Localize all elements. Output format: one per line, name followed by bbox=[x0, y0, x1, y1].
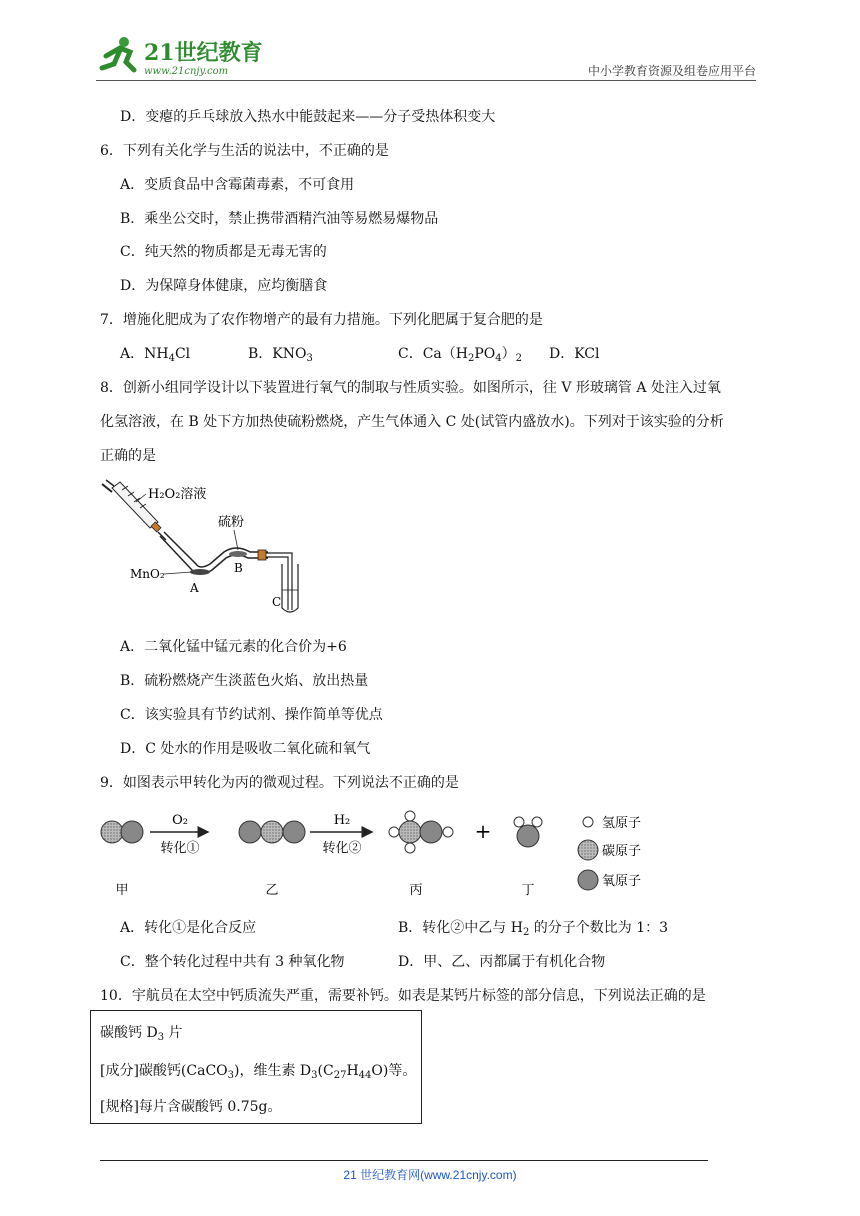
q6-option-a: A．变质食品中含霉菌毒素，不可食用 bbox=[120, 177, 355, 193]
legend-oxygen: 氧原子 bbox=[602, 874, 642, 889]
q6-stem: 6．下列有关化学与生活的说法中，不正确的是 bbox=[100, 143, 389, 159]
molecule-bing bbox=[389, 811, 453, 853]
molecule-yi bbox=[239, 821, 305, 843]
label-title: 碳酸钙 $D_3$ 片 bbox=[100, 1025, 183, 1043]
arrow2-step: 转化② bbox=[322, 841, 362, 856]
site-logo bbox=[96, 34, 266, 78]
footer-divider bbox=[100, 1160, 708, 1161]
arrow1-reagent: O₂ bbox=[172, 813, 188, 828]
q7-stem: 7．增施化肥成为了农作物增产的最有力措施。下列化肥属于复合肥的是 bbox=[100, 312, 543, 328]
q7-option-b: B．$KNO_3$ bbox=[248, 346, 313, 364]
q9-micro-process-diagram bbox=[98, 808, 678, 904]
q6-option-d: D．为保障身体健康，应均衡膳食 bbox=[120, 278, 328, 294]
logo-text: 21世纪教育 bbox=[144, 40, 263, 66]
platform-title: 中小学教育资源及组卷应用平台 bbox=[587, 64, 756, 78]
q8-option-a: A．二氧化锰中锰元素的化合价为+6 bbox=[120, 639, 347, 655]
q8-stem-line3: 正确的是 bbox=[100, 448, 156, 464]
runner-icon bbox=[102, 37, 134, 70]
label-c: C bbox=[272, 595, 282, 609]
plus-sign: + bbox=[474, 819, 492, 843]
q5-option-d: D．变瘪的乒乓球放入热水中能鼓起来——分子受热体积变大 bbox=[120, 109, 496, 125]
logo-url: www.21cnjy.com bbox=[144, 66, 229, 77]
legend-hydrogen-icon bbox=[583, 817, 593, 827]
legend-carbon: 碳原子 bbox=[602, 844, 642, 859]
label-bing: 丙 bbox=[409, 883, 423, 898]
label-jia: 甲 bbox=[115, 883, 129, 898]
header-divider bbox=[96, 80, 756, 81]
legend bbox=[578, 816, 641, 890]
q7-option-a: A．$NH_4Cl$ bbox=[120, 346, 191, 364]
q8-option-b: B．硫粉燃烧产生淡蓝色火焰、放出热量 bbox=[120, 673, 369, 689]
q8-stem-line2: 化氢溶液，在 B 处下方加热使硫粉燃烧，产生气体通入 C 处(试管内盛放水)。下列对于该实验的分析 bbox=[100, 414, 724, 430]
q9-option-b: B．转化②中乙与 $H_2$ 的分子个数比为 1：3 bbox=[398, 920, 669, 938]
label-sulfur: 硫粉 bbox=[218, 515, 245, 530]
label-ding: 丁 bbox=[521, 883, 535, 898]
q8-stem-line1: 8．创新小组同学设计以下装置进行氧气的制取与性质实验。如图所示，往 V 形玻璃管 A 处注入过氧 bbox=[100, 380, 721, 396]
q10-stem: 10．宇航员在太空中钙质流失严重，需要补钙。如表是某钙片标签的部分信息，下列说法正确的是 bbox=[100, 988, 706, 1004]
footer-link[interactable]: 21 世纪教育网(www.21cnjy.com) bbox=[343, 1168, 517, 1182]
label-h2o2: H₂O₂溶液 bbox=[148, 487, 207, 502]
label-mno2: MnO₂ bbox=[130, 567, 165, 581]
q8-option-c: C．该实验具有节约试剂、操作简单等优点 bbox=[120, 707, 383, 723]
q7-option-d: D．KCl bbox=[549, 346, 600, 362]
q6-option-c: C．纯天然的物质都是无毒无害的 bbox=[120, 244, 327, 260]
label-spec: [规格]每片含碳酸钙 0.75g。 bbox=[100, 1099, 282, 1115]
q8-apparatus-diagram bbox=[100, 478, 310, 616]
legend-oxygen-icon bbox=[578, 870, 598, 890]
q9-option-a: A．转化①是化合反应 bbox=[120, 920, 257, 936]
molecule-ding bbox=[514, 817, 542, 847]
legend-carbon-icon bbox=[578, 840, 598, 860]
q8-option-d: D．C 处水的作用是吸收二氧化硫和氧气 bbox=[120, 741, 371, 757]
q6-option-b: B．乘坐公交时，禁止携带酒精汽油等易燃易爆物品 bbox=[120, 211, 439, 227]
arrow2-reagent: H₂ bbox=[333, 813, 351, 828]
q9-option-c: C．整个转化过程中共有 3 种氧化物 bbox=[120, 954, 345, 970]
q7-option-c: C．$Ca(H_2PO_4)_2$ bbox=[398, 346, 523, 364]
label-b: B bbox=[234, 561, 243, 575]
label-ingredients: [成分]碳酸钙(CaCO$_3$)，维生素 $D_3(C_{27}H_{44}O)$等。 bbox=[100, 1063, 417, 1081]
label-a: A bbox=[190, 581, 199, 595]
q9-stem: 9．如图表示甲转化为丙的微观过程。下列说法不正确的是 bbox=[100, 775, 459, 791]
q9-option-d: D．甲、乙、丙都属于有机化合物 bbox=[398, 954, 606, 970]
legend-hydrogen: 氢原子 bbox=[602, 816, 642, 831]
label-yi: 乙 bbox=[265, 883, 279, 898]
arrow1-step: 转化① bbox=[160, 841, 200, 856]
molecule-jia bbox=[101, 821, 143, 843]
